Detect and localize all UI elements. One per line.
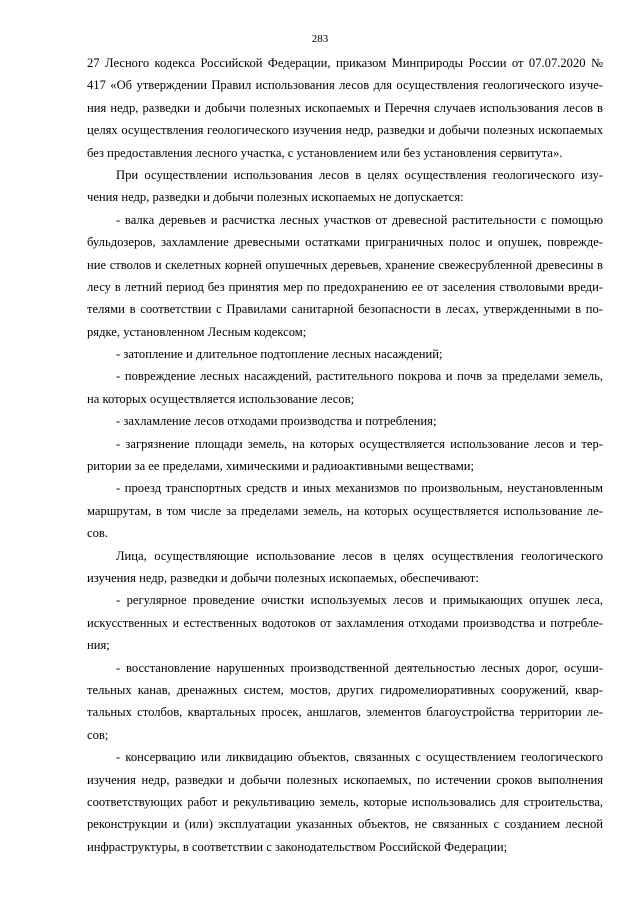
text-line: сов.	[87, 526, 108, 541]
list-item-first-line: - валка деревьев и расчистка лесных участков от древесной растительности с помощью	[116, 212, 603, 227]
text-line: соответствующих работ и рекультивацию земель, которые использовались для строительства,	[87, 794, 603, 809]
list-item-first-line: - восстановление нарушенных производственной деятельностью лесных дорог, осуши-	[116, 660, 603, 675]
text-line: ние стволов и скелетных корней опушечных деревьев, хранение свежесрубленной древесины в	[87, 257, 603, 272]
text-line: искусственных и естественных водотоков от захламления отходами производства и потребле-	[87, 615, 603, 630]
text-line: ритории за ее пределами, химическими и радиоактивными веществами;	[87, 459, 475, 474]
text-line: изучения недр, разведки и добычи полезных ископаемых, обеспечивают:	[87, 570, 479, 585]
text-line: ния недр, разведки и добычи полезных ископаемых и Перечня случаев использования лесов в	[87, 100, 603, 115]
text-line: без предоставления лесного участка, с установлением или без установления сервитута».	[87, 145, 563, 160]
list-item-first-line: - консервацию или ликвидацию объектов, связанных с осуществлением геологического	[116, 750, 603, 765]
text-line: лесу в летний период без принятия мер по предохранению ее от заселения стволовыми вреди-	[87, 279, 603, 294]
list-item-first-line: - повреждение лесных насаждений, растительного покрова и почв за пределами земель,	[116, 369, 603, 384]
list-item-first-line: - захламление лесов отходами производства и потребления;	[116, 414, 437, 429]
text-line: сов;	[87, 727, 109, 742]
text-line: тальных столбов, квартальных просек, аншлагов, элементов благоустройства территории ле-	[87, 705, 603, 720]
list-item-first-line: - регулярное проведение очистки используемых лесов и примыкающих опушек леса,	[116, 593, 603, 608]
paragraph-first-line: Лица, осуществляющие использование лесов в целях осуществления геологического	[116, 548, 603, 563]
text-line: тельных канав, дренажных систем, мостов, других гидромелиоративных сооружений, квар-	[87, 682, 603, 697]
list-item-first-line: - затопление и длительное подтопление лесных насаждений;	[116, 347, 443, 362]
page-number: 283	[311, 33, 329, 45]
text-line: рядке, установленном Лесным кодексом;	[87, 324, 307, 339]
text-line: инфраструктуры, в соответствии с законодательством Российской Федерации;	[87, 839, 508, 854]
text-line: телями в соответствии с Правилами санитарной безопасности в лесах, утвержденными в по-	[87, 302, 603, 317]
text-line: чения недр, разведки и добычи полезных ископаемых не допускается:	[87, 190, 464, 205]
text-line: изучения недр, разведки и добычи полезных ископаемых, по истечении сроков выполнения	[87, 772, 603, 787]
text-line: целях осуществления геологического изучения недр, разведки и добычи полезных ископаемых	[87, 123, 603, 138]
text-line: 27 Лесного кодекса Российской Федерации, приказом Минприроды России от 07.07.2020 №	[87, 56, 603, 70]
document-body	[87, 52, 603, 858]
paragraph-first-line: При осуществлении использования лесов в целях осуществления геологического изу-	[116, 167, 603, 182]
text-line: на которых осуществляется использование лесов;	[87, 391, 355, 406]
text-line: бульдозеров, захламление древесными остатками приграничных полос и опушек, поврежде-	[87, 235, 603, 250]
text-line: маршрутам, в том числе за пределами земель, на которых осуществляется использование ле-	[87, 503, 603, 518]
text-line: реконструкции и (или) эксплуатации указанных объектов, не связанных с созданием лесной	[87, 817, 603, 832]
list-item-first-line: - проезд транспортных средств и иных механизмов по произвольным, неустановленным	[116, 481, 603, 496]
list-item-first-line: - загрязнение площади земель, на которых осуществляется использование лесов и тер-	[116, 436, 603, 451]
text-line: 417 «Об утверждении Правил использования лесов для осуществления геологического изуче-	[87, 78, 603, 93]
text-line: ния;	[87, 638, 110, 653]
